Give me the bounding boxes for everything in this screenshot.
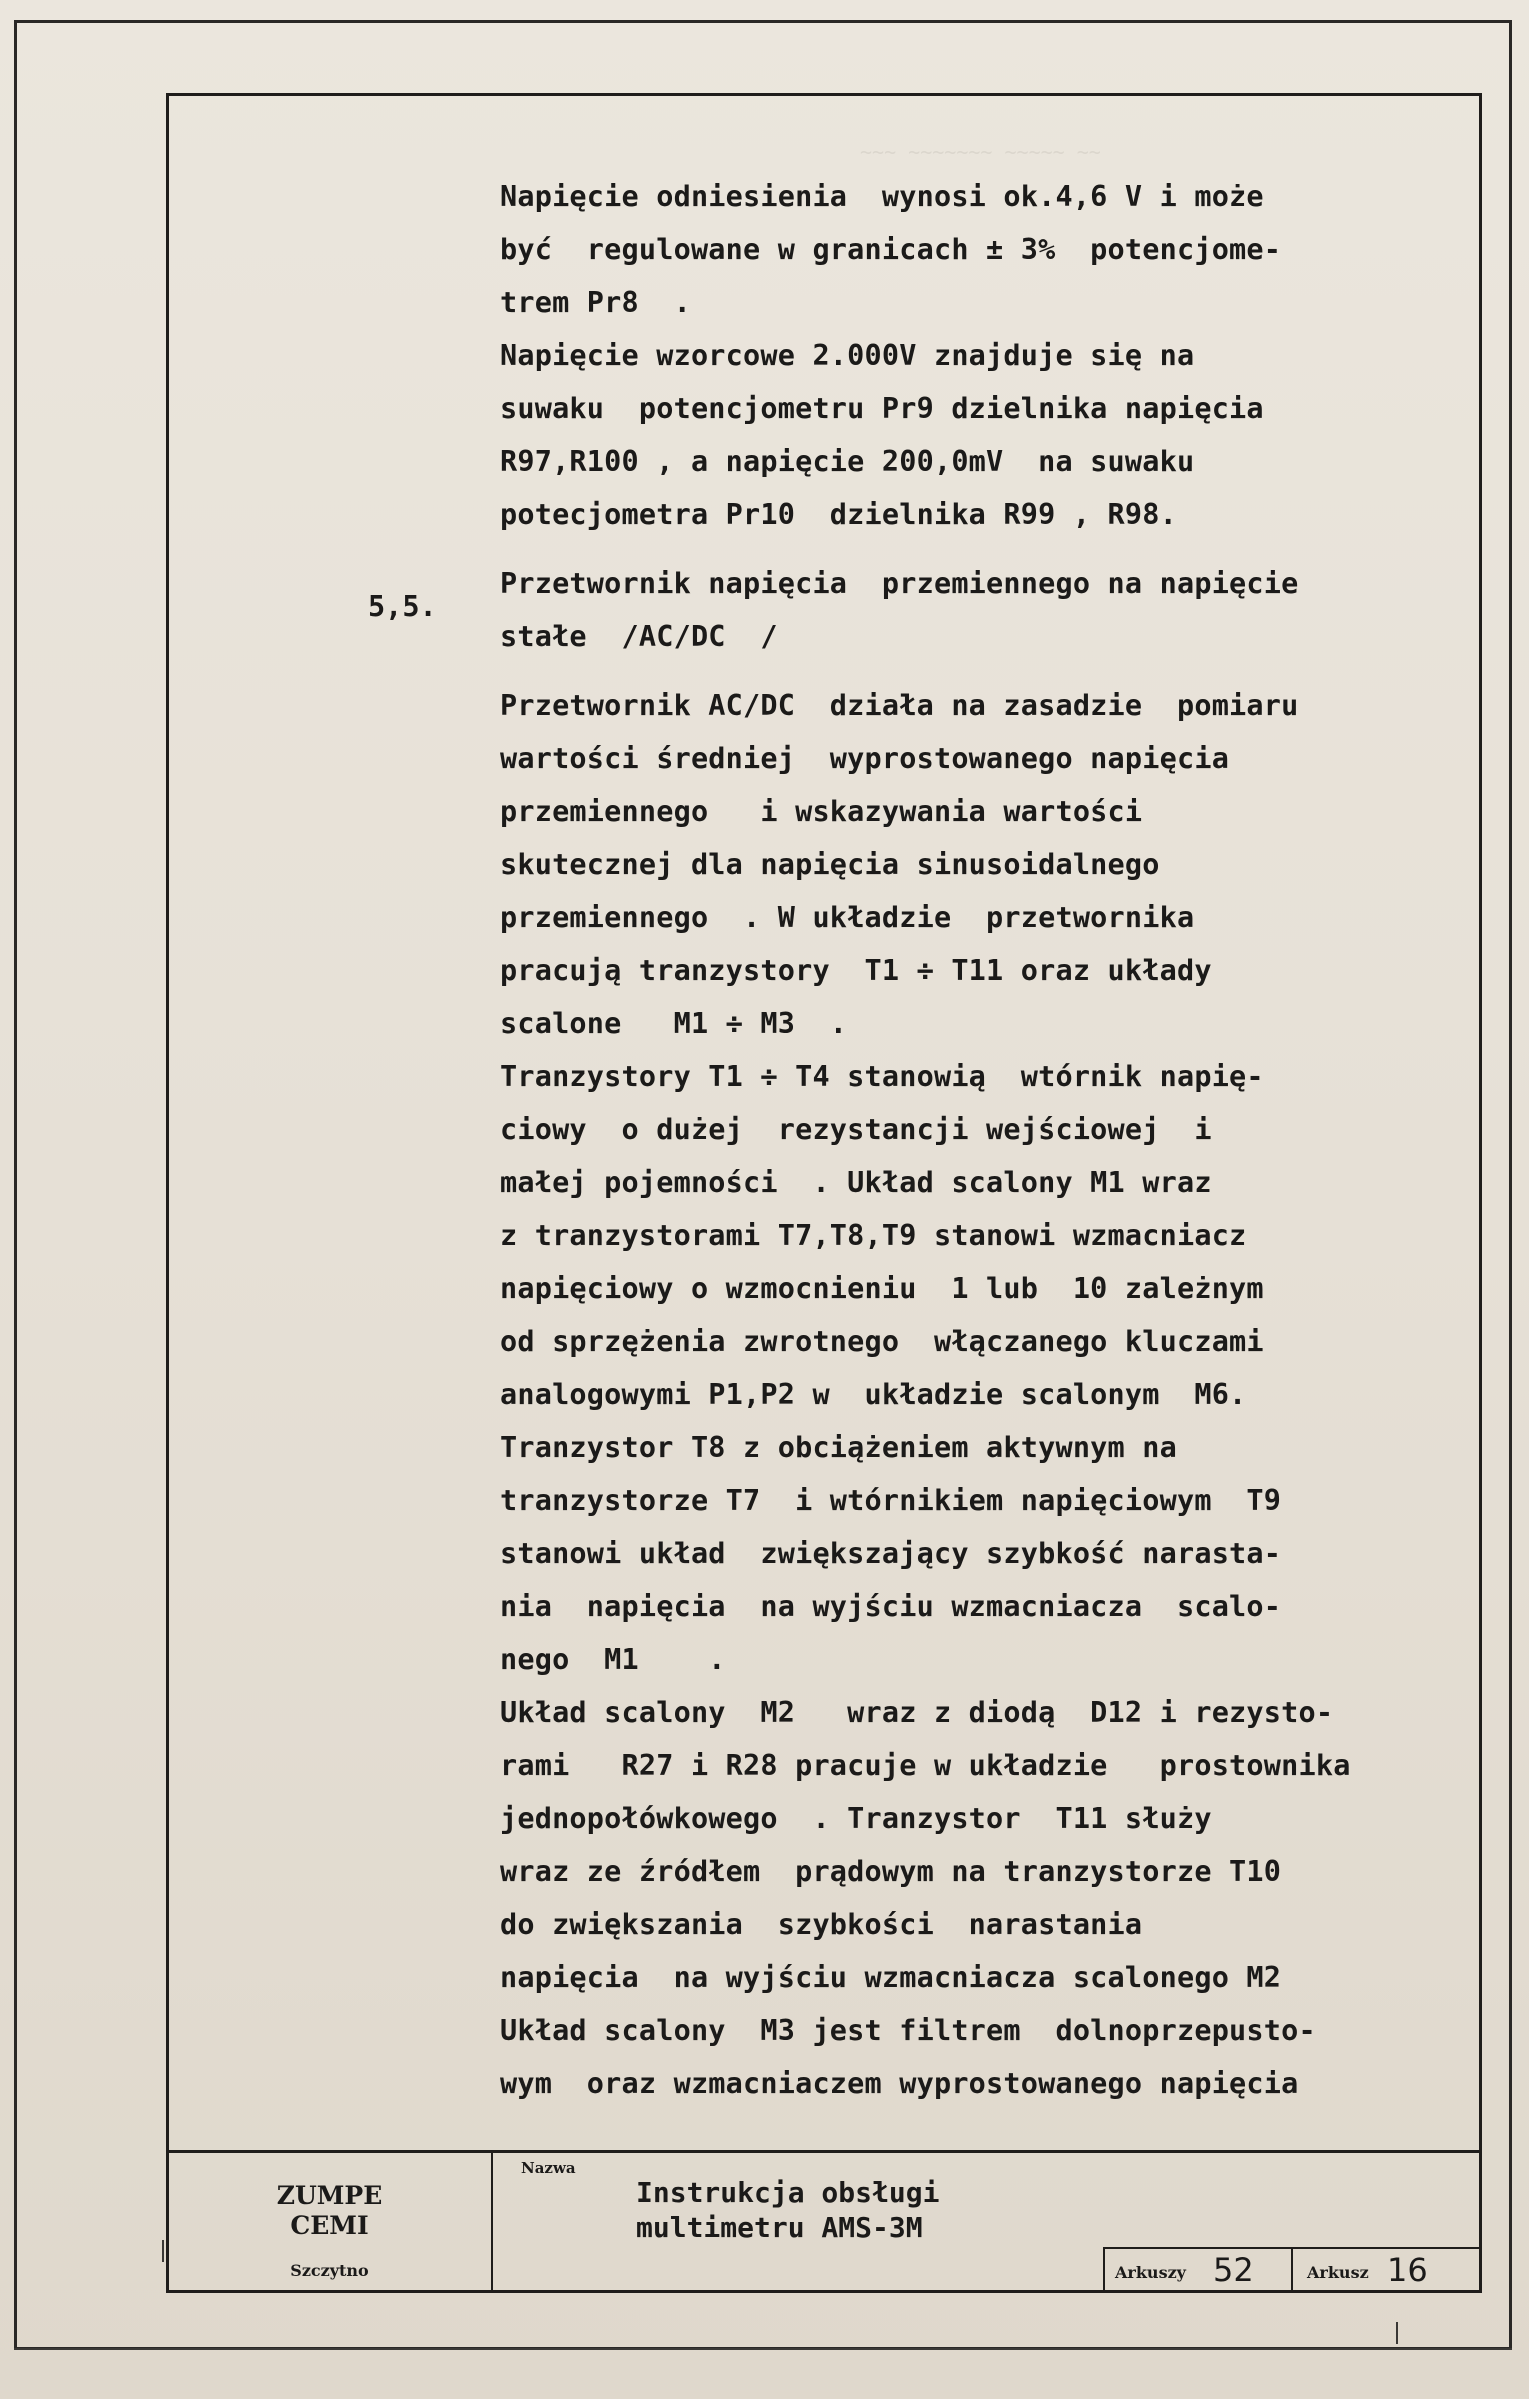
text-line: nego M1 . — [500, 1643, 726, 1676]
company-name — [166, 2181, 493, 2241]
text-line: napięciowy o wzmocnieniu 1 lub 10 zależnym — [500, 1272, 1264, 1305]
text-line: być regulowane w granicach ± 3% potencjome- — [500, 233, 1282, 266]
text-line: stanowi układ zwiększający szybkość narasta- — [500, 1537, 1282, 1570]
text-line: od sprzężenia zwrotnego włączanego kluczami — [500, 1325, 1264, 1358]
sheet-number-label: Arkusz — [1307, 2263, 1369, 2282]
text-line: analogowymi P1,P2 w układzie scalonym M6. — [500, 1378, 1247, 1411]
sheets-total-label: Arkuszy — [1115, 2263, 1186, 2282]
text-line: wraz ze źródłem prądowym na tranzystorze T10 — [500, 1855, 1282, 1888]
text-line: skutecznej dla napięcia sinusoidalnego — [500, 848, 1160, 881]
company-line-1: ZUMPE — [276, 2181, 383, 2210]
text-line: potecjometra Pr10 dzielnika R99 , R98. — [500, 498, 1177, 531]
sheet-count-box — [1103, 2247, 1479, 2293]
text-line: Napięcie wzorcowe 2.000V znajduje się na — [500, 339, 1195, 372]
sheet-box-divider — [1291, 2249, 1293, 2293]
company-line-2: CEMI — [290, 2211, 369, 2240]
text-line: do zwiększania szybkości narastania — [500, 1908, 1143, 1941]
text-line: małej pojemności . Układ scalony M1 wraz — [500, 1166, 1212, 1199]
text-line: pracują tranzystory T1 ÷ T11 oraz układy — [500, 954, 1212, 987]
text-line: R97,R100 , a napięcie 200,0mV na suwaku — [500, 445, 1195, 478]
text-line: przemiennego . W układzie przetwornika — [500, 901, 1195, 934]
text-line: z tranzystorami T7,T8,T9 stanowi wzmacniacz — [500, 1219, 1247, 1252]
text-line: rami R27 i R28 pracuje w układzie prostownika — [500, 1749, 1351, 1782]
document-title-line-2: multimetru AMS-3M — [636, 2211, 923, 2244]
text-line: wym oraz wzmacniaczem wyprostowanego napięcia — [500, 2067, 1299, 2100]
section-number: 5,5. — [368, 590, 437, 623]
text-line: nia napięcia na wyjściu wzmacniacza scalo- — [500, 1590, 1282, 1623]
section-heading: Przetwornik napięcia przemiennego na napięcie — [500, 567, 1299, 600]
company-city: Szczytno — [290, 2261, 369, 2280]
document-body — [500, 170, 1490, 2110]
text-line: Napięcie odniesienia wynosi ok.4,6 V i może — [500, 180, 1264, 213]
text-line: przemiennego i wskazywania wartości — [500, 795, 1143, 828]
document-title — [636, 2175, 939, 2245]
text-line: Tranzystory T1 ÷ T4 stanowią wtórnik napię- — [500, 1060, 1264, 1093]
text-line: trem Pr8 . — [500, 286, 691, 319]
company-box — [166, 2153, 493, 2293]
text-line: suwaku potencjometru Pr9 dzielnika napięcia — [500, 392, 1264, 425]
title-block — [166, 2150, 1482, 2293]
stray-pen-mark — [162, 2240, 164, 2262]
sheets-total-value: 52 — [1213, 2251, 1254, 2289]
stray-pen-mark — [1396, 2322, 1398, 2344]
text-line: jednopołówkowego . Tranzystor T11 służy — [500, 1802, 1212, 1835]
document-title-line-1: Instrukcja obsługi — [636, 2176, 940, 2209]
text-line: Tranzystor T8 z obciążeniem aktywnym na — [500, 1431, 1177, 1464]
text-line: Układ scalony M3 jest filtrem dolnoprzepusto- — [500, 2014, 1316, 2047]
text-line: napięcia na wyjściu wzmacniacza scalonego M2 — [500, 1961, 1282, 1994]
name-label: Nazwa — [521, 2159, 576, 2177]
text-line: Przetwornik AC/DC działa na zasadzie pomiaru — [500, 689, 1299, 722]
outer-frame-bottom-line — [14, 2348, 1512, 2350]
text-line: tranzystorze T7 i wtórnikiem napięciowym T9 — [500, 1484, 1282, 1517]
text-line: Układ scalony M2 wraz z diodą D12 i rezysto- — [500, 1696, 1334, 1729]
text-line: ciowy o dużej rezystancji wejściowej i — [500, 1113, 1212, 1146]
bleed-through-text: ~~~ ~~~~~~~ ~~~~~ ~~ — [860, 140, 1101, 164]
text-line: scalone M1 ÷ M3 . — [500, 1007, 848, 1040]
section-heading: stałe /AC/DC / — [500, 620, 778, 653]
sheet-number-value: 16 — [1387, 2251, 1428, 2289]
text-line: wartości średniej wyprostowanego napięcia — [500, 742, 1230, 775]
